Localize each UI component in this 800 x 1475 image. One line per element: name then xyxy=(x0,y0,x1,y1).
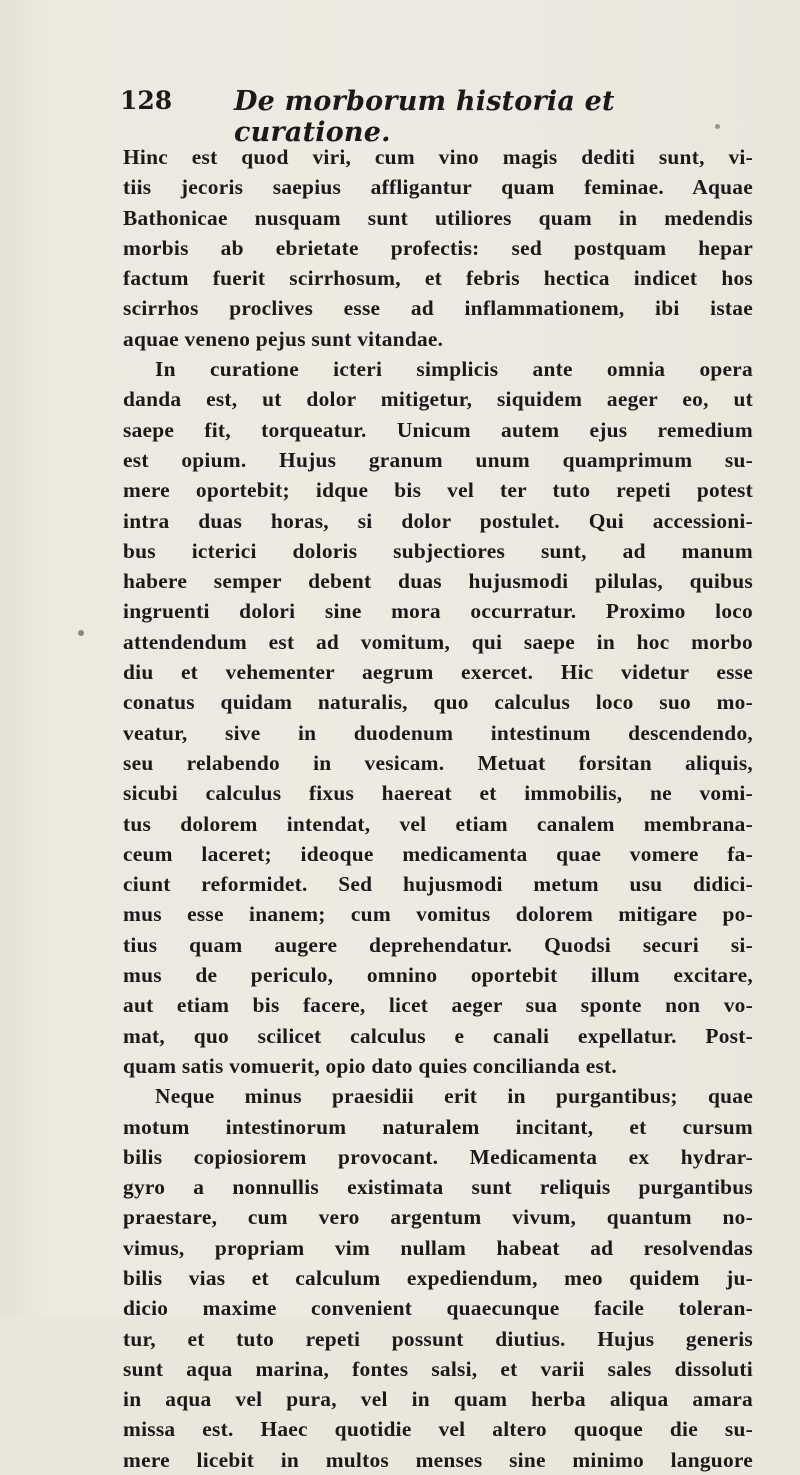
page-header xyxy=(120,86,760,148)
running-title: De morborum historia et curatione. xyxy=(234,86,615,148)
text-line: morbis ab ebrietate profectis: sed postquam hepar xyxy=(123,235,753,260)
text-line: conatus quidam naturalis, quo calculus loco suo mo- xyxy=(123,690,753,715)
text-line: tus dolorem intendat, vel etiam canalem membrana- xyxy=(123,811,753,836)
text-line: ceum laceret; ideoque medicamenta quae vomere fa- xyxy=(123,841,753,866)
text-line: mus esse inanem; cum vomitus dolorem mitigare po- xyxy=(123,902,753,927)
text-line: missa est. Haec quotidie vel altero quoque die su- xyxy=(123,1417,753,1442)
text-line: diu et vehementer aegrum exercet. Hic videtur esse xyxy=(123,660,753,685)
text-line: seu relabendo in vesicam. Metuat forsitan aliquis, xyxy=(123,750,753,775)
text-line: ingruenti dolori sine mora occurratur. Proximo loco xyxy=(123,599,753,624)
text-line: dicio maxime convenient quaecunque facile toleran- xyxy=(123,1296,753,1321)
text-line: intra duas horas, si dolor postulet. Qui accessioni- xyxy=(123,508,753,533)
text-line: In curatione icteri simplicis ante omnia opera xyxy=(155,357,753,382)
text-line: Bathonicae nusquam sunt utiliores quam in medendis xyxy=(123,205,753,230)
text-line: quam satis vomuerit, opio dato quies concilianda est. xyxy=(123,1053,617,1078)
text-line: sunt aqua marina, fontes salsi, et varii sales dissoluti xyxy=(123,1356,753,1381)
text-line: habere semper debent duas hujusmodi pilulas, quibus xyxy=(123,569,753,594)
text-line: sicubi calculus fixus haereat et immobilis, ne vomi- xyxy=(123,781,753,806)
text-line: tur, et tuto repeti possunt diutius. Hujus generis xyxy=(123,1326,753,1351)
text-line: Neque minus praesidii erit in purgantibus; quae xyxy=(155,1084,753,1109)
page-number: 128 xyxy=(120,86,173,115)
text-line: scirrhos proclives esse ad inflammationem, ibi istae xyxy=(123,296,753,321)
text-line: vimus, propriam vim nullam habeat ad resolvendas xyxy=(123,1235,753,1260)
text-line: aquae veneno pejus sunt vitandae. xyxy=(123,326,444,351)
text-line: veatur, sive in duodenum intestinum descendendo, xyxy=(123,720,753,745)
text-line: bus icterici doloris subjectiores sunt, ad manum xyxy=(123,538,753,563)
text-line: attendendum est ad vomitum, qui saepe in hoc morbo xyxy=(123,629,753,654)
text-line: motum intestinorum naturalem incitant, et cursum xyxy=(123,1114,753,1139)
text-line: factum fuerit scirrhosum, et febris hectica indicet hos xyxy=(123,266,753,291)
text-line: est opium. Hujus granum unum quamprimum su- xyxy=(123,447,753,472)
text-line: gyro a nonnullis existimata sunt reliquis purgantibus xyxy=(123,1175,753,1200)
paragraph xyxy=(123,1081,753,1475)
text-line: Hinc est quod viri, cum vino magis dediti sunt, vi- xyxy=(123,145,753,169)
text-line: danda est, ut dolor mitigetur, siquidem aeger eo, ut xyxy=(123,387,753,412)
text-line: saepe fit, torqueatur. Unicum autem ejus remedium xyxy=(123,417,753,442)
body-text xyxy=(123,142,753,1475)
text-line: ciunt reformidet. Sed hujusmodi metum usu didici- xyxy=(123,872,753,897)
paragraph xyxy=(123,142,753,354)
text-line: tiis jecoris saepius affligantur quam feminae. Aquae xyxy=(123,175,753,200)
text-line: tius quam augere deprehendatur. Quodsi securi si- xyxy=(123,932,753,957)
print-speck xyxy=(78,630,84,636)
text-line: mat, quo scilicet calculus e canali expellatur. Post- xyxy=(123,1023,753,1048)
text-line: praestare, cum vero argentum vivum, quantum no- xyxy=(123,1205,753,1230)
paragraph xyxy=(123,354,753,1081)
text-line: aut etiam bis facere, licet aeger sua sponte non vo- xyxy=(123,993,753,1018)
text-line: bilis copiosiorem provocant. Medicamenta ex hydrar- xyxy=(123,1144,753,1169)
text-line: mere oportebit; idque bis vel ter tuto repeti potest xyxy=(123,478,753,503)
text-line: mere licebit in multos menses sine minimo languore xyxy=(123,1447,753,1472)
text-line: bilis vias et calculum expediendum, meo quidem ju- xyxy=(123,1265,753,1290)
text-line: mus de periculo, omnino oportebit illum excitare, xyxy=(123,963,753,988)
text-line: in aqua vel pura, vel in quam herba aliqua amara xyxy=(123,1387,753,1412)
